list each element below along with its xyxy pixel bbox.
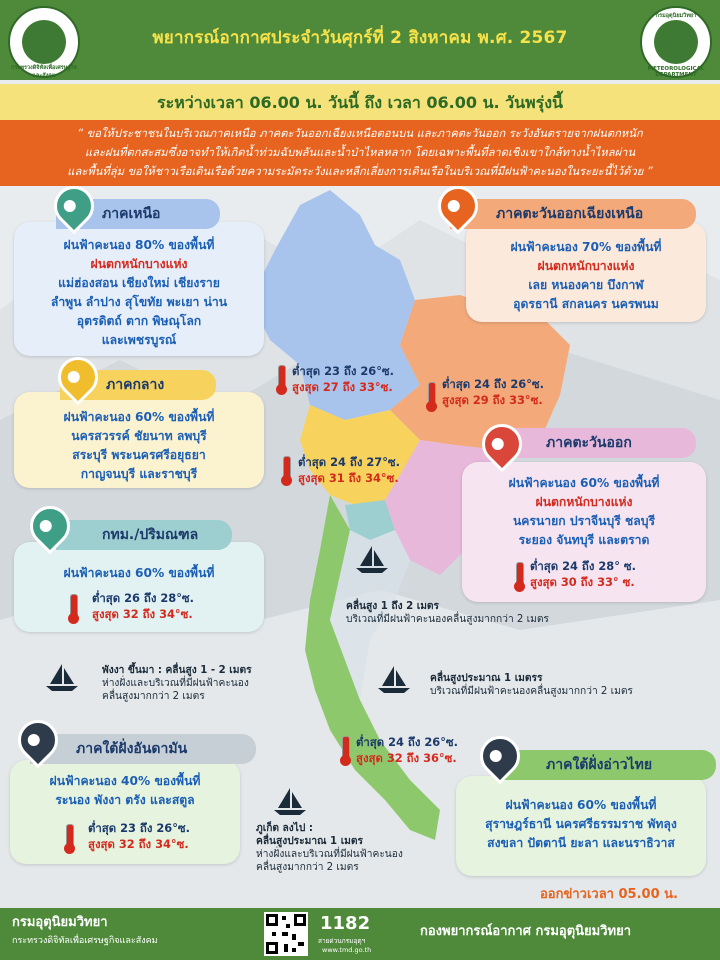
northeast-forecast: ฝนฟ้าคะนอง 70% ของพื้นที่ ฝนตกหนักบางแห่ง เลย หนองคาย บึงกาฬ อุดรธานี สกลนคร นครพนม (510, 240, 662, 311)
south-east-temperature: ต่ำสุด 24 ถึง 26°ซ. สูงสุด 32 ถึง 36°ซ. (356, 735, 458, 765)
sailboat-icon (352, 544, 392, 574)
thermometer-icon (342, 736, 350, 760)
sailboat-icon (42, 662, 82, 692)
gulf-upper-wave: คลื่นสูง 1 ถึง 2 เมตร บริเวณที่มีฝนฟ้าคะนองคลื่นสูงมากกว่า 2 เมตร (346, 601, 549, 625)
sailboat-icon (374, 664, 414, 694)
south-east-forecast: ฝนฟ้าคะนอง 60% ของพื้นที่ สุราษฎร์ธานี นครศรีธรรมราช พัทลุง สงขลา ปัตตานี ยะลา และนราธิวาส (485, 798, 677, 850)
bkk-forecast: ฝนฟ้าคะนอง 60% ของพื้นที่ (63, 566, 215, 580)
andaman-lower-wave: ภูเก็ต ลงไป : คลื่นสูงประมาณ 1 เมตร ห่างฝั่งและบริเวณที่มีฝนฟ้าคะนอง คลื่นสูงมากกว่า 2 เมตร (256, 823, 403, 873)
tab-bkk: กทม./ปริมณฑล (56, 520, 232, 550)
hotline-label: สายด่วนกรมอุตุฯ (318, 937, 366, 945)
tab-northeast: ภาคตะวันออกเฉียงเหนือ (450, 199, 696, 229)
hotline-number: 1182 (320, 913, 371, 934)
thermometer-icon (283, 456, 291, 480)
north-forecast: ฝนฟ้าคะนอง 80% ของพื้นที่ ฝนตกหนักบางแห่ง แม่ฮ่องสอน เชียงใหม่ เชียงราย ลำพูน ลำปาง สุโขทัย พะเยา น่าน อุตรดิตถ์ ตาก พิษณุโลก และเพชรบูรณ์ (50, 238, 228, 347)
tab-north: ภาคเหนือ (56, 199, 220, 229)
tab-east: ภาคตะวันออก (500, 428, 696, 458)
page-title: พยากรณ์อากาศประจำวันศุกร์ที่ 2 สิงหาคม พ.ศ. 2567 (152, 28, 568, 48)
thermometer-icon (428, 382, 436, 406)
bkk-temperature: ต่ำสุด 26 ถึง 28°ซ. สูงสุด 32 ถึง 34°ซ. (92, 591, 194, 621)
warning-text: “ ขอให้ประชาชนในบริเวณภาคเหนือ ภาคตะวันออกเฉียงเหนือตอนบน และภาคตะวันออก ระวังอันตรายจากฝนตกหนัก และฝนที่ตกสะสมซึ่งอาจทำให้เกิดน้ำท่วมฉับพลันและน้ำป่าไหลหลาก โดยเฉพาะพื้นที่ลาดเชิงเขาใกล้ทางน้ำไหลผ่าน และพื้นที่ลุ่ม ขอให้ชาวเรือเดินเรือด้วยความระมัดระวังและหลีกเลี่ยงการเดินเรือในบริเวณที่มีฝนฟ้าคะนองในระยะนี้ไว้ด้วย ” (67, 127, 653, 178)
central-temperature: ต่ำสุด 24 ถึง 27°ซ. สูงสุด 31 ถึง 34°ซ. (298, 455, 400, 485)
footer-org: กรมอุตุนิยมวิทยา (12, 915, 108, 930)
footer-ministry: กระทรวงดิจิทัลเพื่อเศรษฐกิจและสังคม (12, 936, 158, 946)
gulf-lower-wave: คลื่นสูงประมาณ 1 เมตรร บริเวณที่มีฝนฟ้าคะนองคลื่นสูงมากกว่า 2 เมตร (430, 673, 633, 697)
thermometer-icon (278, 365, 286, 389)
period-text: ระหว่างเวลา 06.00 น. วันนี้ ถึง เวลา 06.00 น. วันพรุ่งนี้ (157, 93, 563, 112)
issued-time: ออกข่าวเวลา 05.00 น. (540, 887, 678, 902)
thermometer-icon (516, 562, 524, 586)
tab-central: ภาคกลาง (60, 370, 216, 400)
thermometer-icon (66, 824, 74, 848)
sailboat-icon (270, 786, 310, 816)
tab-south-east: ภาคใต้ฝั่งอ่าวไทย (500, 750, 716, 780)
east-temperature: ต่ำสุด 24 ถึง 28° ซ. สูงสุด 30 ถึง 33° ซ. (530, 559, 636, 589)
tmd-logo: กรมอุตุนิยมวิทยา METEOROLOGICAL DEPARTMENT (640, 6, 712, 78)
north-temperature: ต่ำสุด 23 ถึง 26°ซ. สูงสุด 27 ถึง 33°ซ. (292, 364, 394, 394)
tab-south-west: ภาคใต้ฝั่งอันดามัน (30, 734, 256, 764)
ministry-logo: กระทรวงดิจิทัลเพื่อเศรษฐกิจและสังคม (8, 6, 80, 78)
central-forecast: ฝนฟ้าคะนอง 60% ของพื้นที่ นครสวรรค์ ชัยนาท ลพบุรี สระบุรี พระนครศรีอยุธยา กาญจนบุรี และราชบุรี (63, 410, 215, 481)
website-link[interactable]: www.tmd.go.th (322, 946, 372, 954)
qr-code-icon[interactable] (264, 912, 308, 956)
andaman-upper-wave: พังงา ขึ้นมา : คลื่นสูง 1 - 2 เมตร ห่างฝั่งและบริเวณที่มีฝนฟ้าคะนอง คลื่นสูงมากกว่า 2 เมตร (102, 665, 252, 702)
thermometer-icon (70, 594, 78, 618)
south-west-forecast: ฝนฟ้าคะนอง 40% ของพื้นที่ ระนอง พังงา ตรัง และสตูล (49, 774, 201, 807)
northeast-temperature: ต่ำสุด 24 ถึง 26°ซ. สูงสุด 29 ถึง 33°ซ. (442, 377, 544, 407)
east-forecast: ฝนฟ้าคะนอง 60% ของพื้นที่ ฝนตกหนักบางแห่ง นครนายก ปราจีนบุรี ชลบุรี ระยอง จันทบุรี และตราด (508, 476, 660, 547)
south-west-temperature: ต่ำสุด 23 ถึง 26°ซ. สูงสุด 32 ถึง 34°ซ. (88, 821, 190, 851)
footer-division: กองพยากรณ์อากาศ กรมอุตุนิยมวิทยา (420, 924, 632, 939)
